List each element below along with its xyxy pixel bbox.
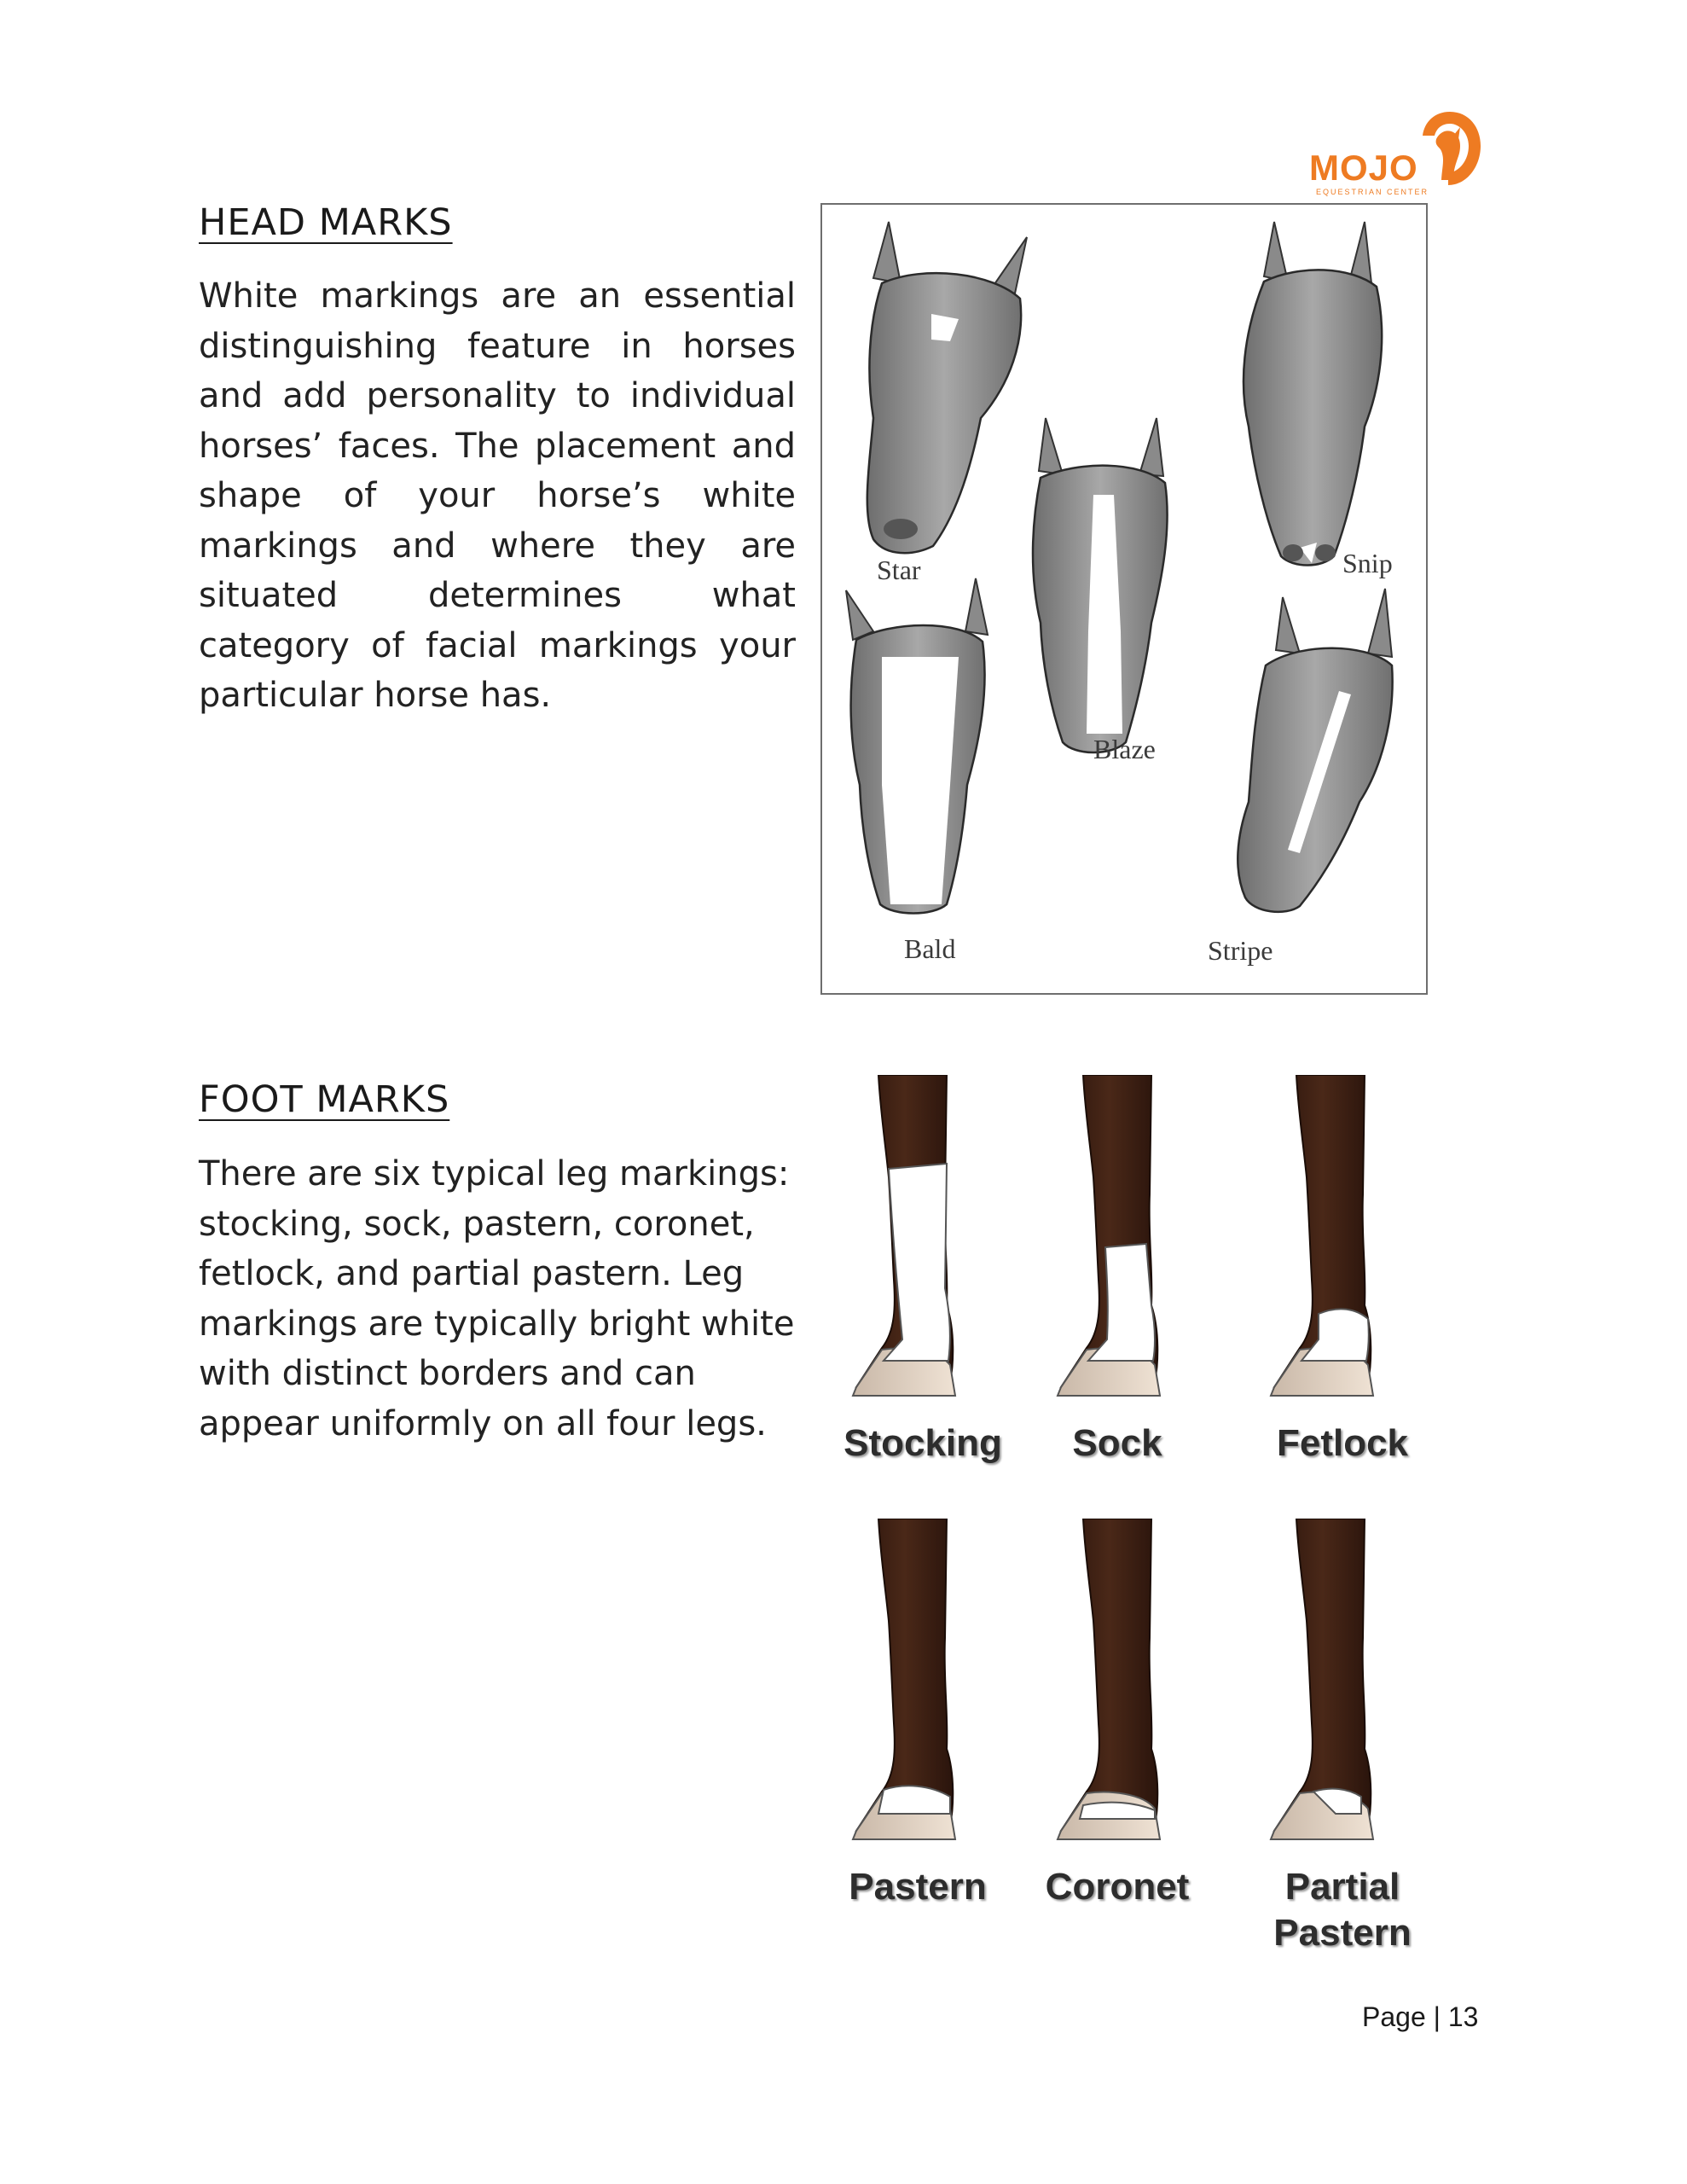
pastern-leg-drawing: [853, 1519, 955, 1839]
label-stripe: Stripe: [1208, 935, 1273, 966]
head-marks-body: White markings are an essential distinguishing feature in horses and add personality to individual horses’ faces. The placement and shape of your horse’s white markings and where they are situated determines what category of facial markings your particular horse has.: [199, 276, 796, 715]
stocking-leg-drawing: [853, 1075, 955, 1396]
stripe-head-drawing: [1238, 589, 1392, 912]
label-partial-pastern: Pastern: [1273, 1912, 1412, 1954]
label-coronet: Coronet: [1045, 1866, 1190, 1908]
star-head-drawing: [867, 222, 1027, 553]
label-partial: Partial: [1284, 1866, 1400, 1908]
head-marks-title: HEAD MARKS: [199, 201, 453, 244]
label-sock: Sock: [1072, 1422, 1162, 1464]
label-blaze: Blaze: [1093, 734, 1156, 764]
label-bald: Bald: [904, 933, 956, 964]
horse-head-icon: [1416, 107, 1484, 192]
head-marks-figure: [820, 203, 1428, 995]
page-number: Page | 13: [1362, 2001, 1479, 2032]
logo-wordmark: MOJO: [1309, 148, 1418, 188]
partial-pastern-leg-drawing: [1271, 1519, 1373, 1839]
bald-head-drawing: [846, 578, 988, 914]
snip-head-drawing: [1244, 222, 1382, 566]
foot-marks-body: There are six typical leg markings: stocking, sock, pastern, coronet, fetlock, and partial pastern. Leg markings are typically bright white with distinct borders and can appear uniformly on all four legs.: [199, 1154, 795, 1443]
label-fetlock: Fetlock: [1276, 1422, 1409, 1464]
label-star: Star: [877, 555, 921, 585]
blaze-head-drawing: [1033, 418, 1168, 752]
sock-leg-drawing: [1058, 1075, 1160, 1396]
label-snip: Snip: [1342, 548, 1393, 578]
horse-heads-illustration: [822, 205, 1426, 993]
coronet-leg-drawing: [1058, 1519, 1160, 1839]
label-pastern: Pastern: [849, 1866, 987, 1908]
foot-marks-title: FOOT MARKS: [199, 1078, 450, 1121]
leg-markings-illustration: [836, 1066, 1433, 1962]
label-stocking: Stocking: [844, 1422, 1002, 1464]
fetlock-leg-drawing: [1271, 1075, 1373, 1396]
logo-subtitle: EQUESTRIAN CENTER: [1316, 188, 1429, 196]
mojo-logo: [1309, 107, 1480, 200]
